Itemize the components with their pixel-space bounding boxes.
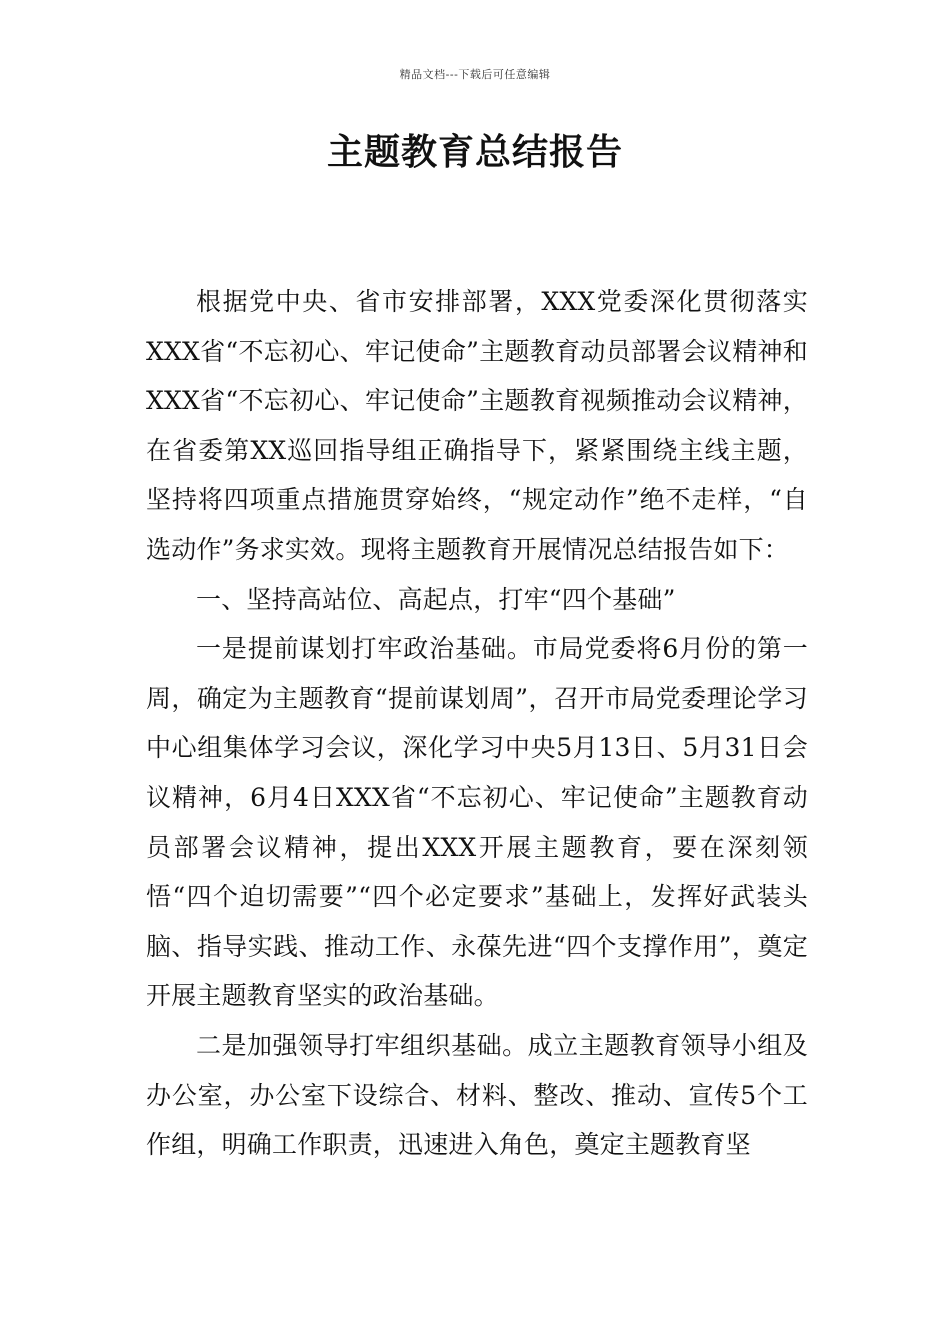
document-title: 主题教育总结报告	[326, 132, 623, 173]
document-body	[146, 277, 808, 1170]
header-note: 精品文档---下载后可任意编辑	[399, 68, 551, 81]
section-heading-1: 一、坚持高站位、高起点，打牢“四个基础”	[196, 584, 676, 614]
paragraph-intro: 根据党中央、省市安排部署，XXX党委深化贯彻落实XXX省“不忘初心、牢记使命”主题教育动员部署会议精神和XXX省“不忘初心、牢记使命”主题教育视频推动会议精神，在省委第XX巡回指导组正确指导下，紧紧围绕主线主题，坚持将四项重点措施贯穿始终，“规定动作”绝不走样，“自选动作”务求实效。现将主题教育开展情况总结报告如下：	[146, 287, 808, 564]
paragraph-organizational-foundation: 二是加强领导打牢组织基础。成立主题教育领导小组及办公室，办公室下设综合、材料、整改、推动、宣传5个工作组，明确工作职责，迅速进入角色，奠定主题教育坚	[146, 1030, 808, 1160]
paragraph-political-foundation: 一是提前谋划打牢政治基础。市局党委将6月份的第一周，确定为主题教育“提前谋划周”，召开市局党委理论学习中心组集体学习会议，深化学习中央5月13日、5月31日会议精神，6月4日XXX省“不忘初心、牢记使命”主题教育动员部署会议精神，提出XXX开展主题教育，要在深刻领悟“四个迫切需要”“四个必定要求”基础上，发挥好武装头脑、指导实践、推动工作、永葆先进“四个支撑作用”，奠定开展主题教育坚实的政治基础。	[146, 634, 808, 1011]
